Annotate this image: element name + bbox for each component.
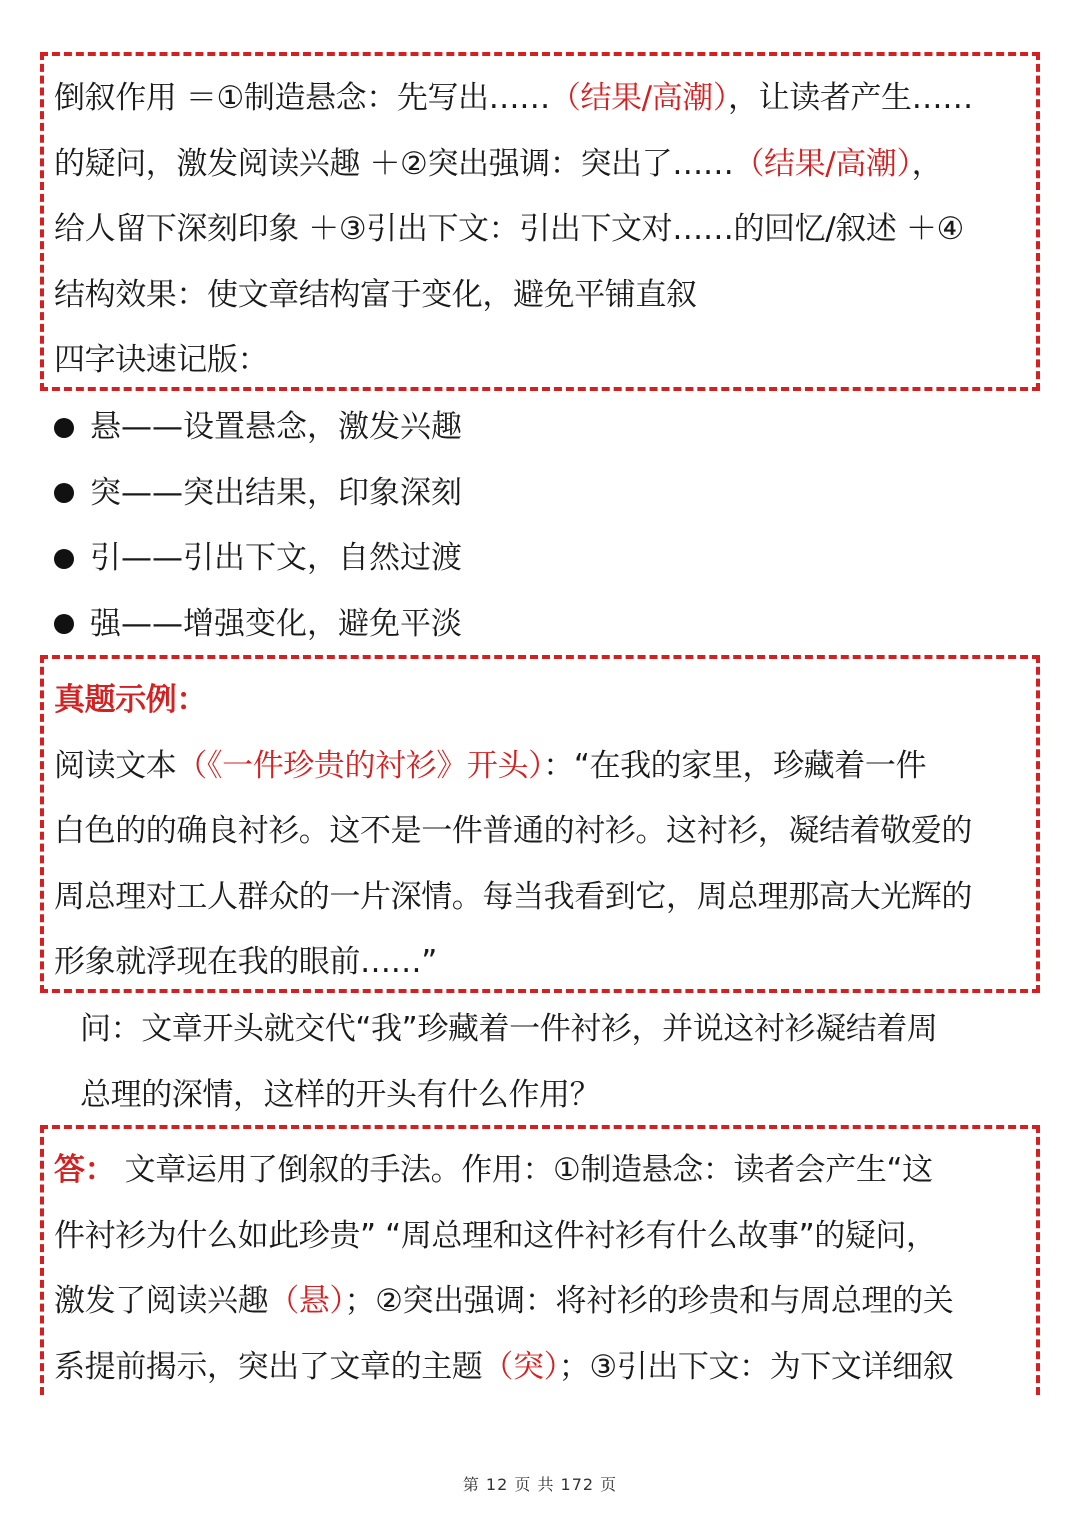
body-text: ；③引出下文：为下文详细叙 bbox=[558, 1348, 954, 1385]
text-line bbox=[54, 1335, 1026, 1401]
highlight-text: （突） bbox=[482, 1348, 559, 1385]
highlight-text: （《一件珍贵的衬衫》开头） bbox=[176, 747, 544, 784]
bullet-icon bbox=[54, 549, 74, 569]
highlight-text: 答： bbox=[54, 1152, 116, 1188]
page-number: 第 12 页 共 172 页 bbox=[462, 1475, 618, 1494]
text-line bbox=[54, 865, 1026, 931]
highlight-text: （悬） bbox=[268, 1283, 345, 1319]
body-text: ：“在我的家里，珍藏着一件 bbox=[543, 747, 927, 784]
list-item bbox=[52, 395, 952, 461]
body-text: ，让读者产生…… bbox=[728, 80, 973, 116]
body-text: 文章运用了倒叙的手法。作用：①制造悬念：读者会产生“这 bbox=[115, 1152, 933, 1188]
text-line bbox=[54, 197, 1026, 263]
body-text: 周总理对工人群众的一片深情。每当我看到它，周总理那高大光辉的 bbox=[54, 878, 972, 915]
body-text: 激发了阅读兴趣 bbox=[54, 1283, 269, 1319]
mnemonic-list bbox=[52, 395, 952, 657]
body-text: 倒叙作用 ＝①制造悬念：先写出…… bbox=[54, 80, 550, 116]
highlight-text: 真题示例： bbox=[54, 682, 207, 718]
text-line bbox=[54, 930, 1026, 996]
body-text: 件衬衫为什么如此珍贵” “周总理和这件衬衫有什么故事”的疑问， bbox=[54, 1217, 937, 1254]
body-text: 结构效果：使文章结构富于变化，避免平铺直叙 bbox=[54, 276, 697, 313]
list-item bbox=[52, 592, 952, 658]
list-item bbox=[52, 461, 952, 527]
bullet-icon bbox=[54, 614, 74, 634]
text-line bbox=[54, 66, 1026, 132]
body-text: 系提前揭示，突出了文章的主题 bbox=[54, 1348, 483, 1385]
text-line bbox=[54, 799, 1026, 865]
text-line bbox=[54, 1204, 1026, 1270]
list-item-text: 引——引出下文，自然过渡 bbox=[90, 540, 462, 576]
body-text: 白色的的确良衬衫。这不是一件普通的衬衫。这衬衫，凝结着敬爱的 bbox=[54, 813, 972, 849]
question-line: 总理的深情，这样的开头有什么作用？ bbox=[80, 1076, 601, 1113]
body-text: ， bbox=[911, 145, 943, 182]
example-box bbox=[40, 655, 1040, 993]
list-item bbox=[52, 526, 952, 592]
text-line bbox=[54, 1138, 1026, 1204]
answer-box bbox=[40, 1125, 1040, 1395]
body-text: 给人留下深刻印象 ＋③引出下文：引出下文对……的回忆/叙述 ＋④ bbox=[54, 211, 964, 247]
definition-box bbox=[40, 52, 1040, 391]
text-line bbox=[54, 734, 1026, 800]
body-text: 阅读文本 bbox=[54, 747, 177, 784]
list-item-text: 强——增强变化，避免平淡 bbox=[90, 605, 462, 642]
list-item-text: 悬——设置悬念，激发兴趣 bbox=[90, 409, 462, 445]
text-line bbox=[54, 263, 1026, 329]
body-text: ；②突出强调：将衬衫的珍贵和与周总理的关 bbox=[344, 1283, 954, 1319]
body-text: 形象就浮现在我的眼前……” bbox=[54, 944, 437, 980]
body-text: 四字诀速记版： bbox=[54, 342, 269, 378]
highlight-text: （结果/高潮） bbox=[549, 80, 728, 116]
list-item-text: 突——突出结果，印象深刻 bbox=[90, 474, 462, 511]
text-line bbox=[54, 328, 1026, 394]
body-text: 的疑问，激发阅读兴趣 ＋②突出强调：突出了…… bbox=[54, 145, 734, 182]
text-line bbox=[54, 132, 1026, 198]
question-line: 问：文章开头就交代“我”珍藏着一件衬衫，并说这衬衫凝结着周 bbox=[80, 1011, 938, 1047]
bullet-icon bbox=[54, 418, 74, 438]
text-line bbox=[54, 1269, 1026, 1335]
bullet-icon bbox=[54, 483, 74, 503]
text-line bbox=[54, 668, 1026, 734]
highlight-text: （结果/高潮） bbox=[733, 145, 912, 182]
question-block bbox=[80, 997, 1040, 1128]
